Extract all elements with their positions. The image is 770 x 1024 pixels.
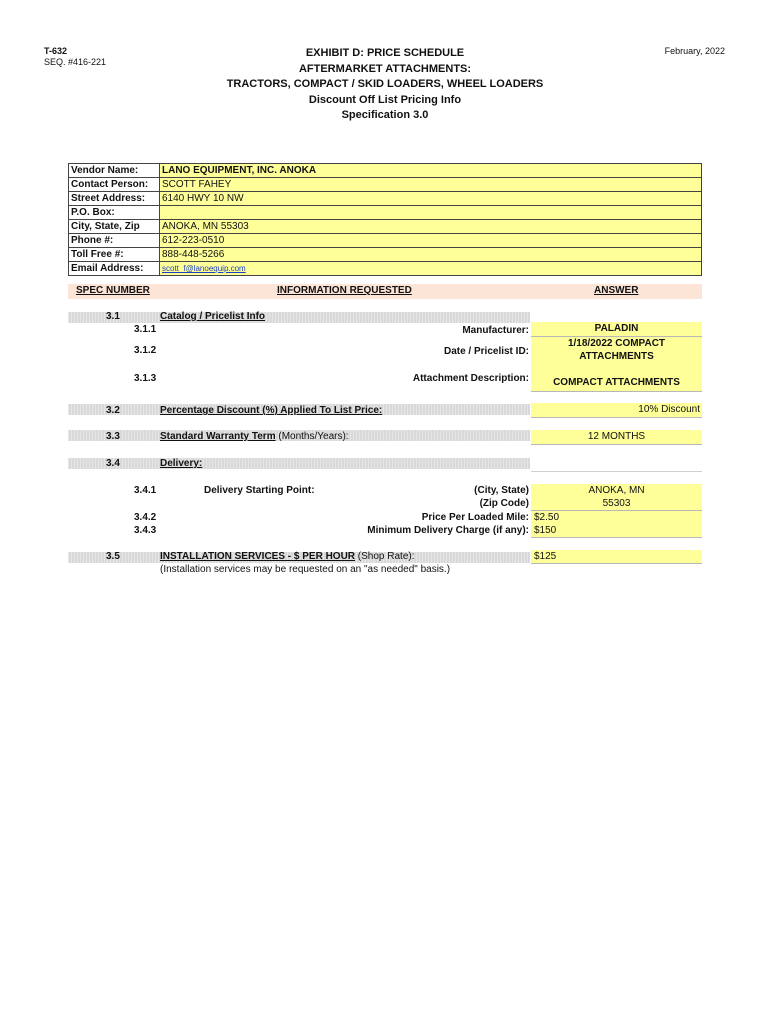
vendor-row xyxy=(69,178,702,192)
minimum-delivery-charge-answer[interactable]: $150 xyxy=(531,524,702,538)
section-title: Standard Warranty Term xyxy=(160,431,276,442)
vendor-row xyxy=(69,192,702,206)
vendor-name-label: Vendor Name: xyxy=(69,164,160,178)
vendor-row xyxy=(69,262,702,276)
section-title-suffix: (Shop Rate): xyxy=(355,551,415,562)
vendor-row xyxy=(69,234,702,248)
section-title: Catalog / Pricelist Info xyxy=(160,311,266,322)
city-state-zip-field[interactable]: ANOKA, MN 55303 xyxy=(160,220,702,234)
street-address-label: Street Address: xyxy=(69,192,160,206)
spec-number: 3.5 xyxy=(106,551,120,562)
title-line-5: Specification 3.0 xyxy=(341,109,429,121)
document-code-block xyxy=(44,46,106,68)
section-title: INSTALLATION SERVICES - $ PER HOUR xyxy=(160,551,356,562)
title-line-3: TRACTORS, COMPACT / SKID LOADERS, WHEEL LOADERS xyxy=(226,78,544,90)
vendor-row xyxy=(69,206,702,220)
street-address-field[interactable]: 6140 HWY 10 NW xyxy=(160,192,702,206)
phone-field[interactable]: 612-223-0510 xyxy=(160,234,702,248)
spec-number: 3.4.2 xyxy=(134,512,157,523)
spec-number: 3.4.3 xyxy=(134,525,157,536)
po-box-field[interactable] xyxy=(160,206,702,220)
title-line-1: EXHIBIT D: PRICE SCHEDULE xyxy=(305,47,465,59)
vendor-info-table xyxy=(68,163,702,276)
percentage-discount-answer[interactable]: 10% Discount xyxy=(531,403,702,418)
email-label: Email Address: xyxy=(69,262,160,276)
pricelist-id-answer-line-1: 1/18/2022 COMPACT xyxy=(567,338,666,349)
section-title: Percentage Discount (%) Applied To List Price: xyxy=(160,405,383,416)
document-date: February, 2022 xyxy=(664,46,725,56)
toll-free-label: Toll Free #: xyxy=(69,248,160,262)
title-line-2: AFTERMARKET ATTACHMENTS: xyxy=(298,62,472,75)
city-state-zip-label: City, State, Zip xyxy=(69,220,160,234)
vendor-row xyxy=(69,220,702,234)
spec-number: 3.1.2 xyxy=(134,345,157,356)
spec-number: 3.2 xyxy=(106,405,120,416)
sequence-number: SEQ. #416-221 xyxy=(44,56,107,67)
document-code: T-632 xyxy=(44,46,68,56)
zip-code-label: (Zip Code) xyxy=(479,498,529,509)
manufacturer-label: Manufacturer: xyxy=(462,325,529,336)
spec-number: 3.3 xyxy=(106,431,120,442)
spec-number: 3.4.1 xyxy=(134,485,157,496)
section-band xyxy=(68,312,530,323)
warranty-term-answer[interactable]: 12 MONTHS xyxy=(531,430,702,445)
delivery-blank-answer[interactable] xyxy=(531,456,702,472)
manufacturer-answer[interactable]: PALADIN xyxy=(531,322,702,337)
toll-free-field[interactable]: 888-448-5266 xyxy=(160,248,702,262)
shop-rate-answer[interactable]: $125 xyxy=(531,550,702,564)
spec-number-header: SPEC NUMBER xyxy=(76,285,150,296)
spec-number: 3.1 xyxy=(106,311,120,322)
minimum-delivery-charge-label: Minimum Delivery Charge (if any): xyxy=(367,525,529,536)
city-state-label: (City, State) xyxy=(474,485,529,496)
pricelist-id-answer-line-2: ATTACHMENTS xyxy=(579,350,654,362)
information-requested-header: INFORMATION REQUESTED xyxy=(277,285,412,296)
spec-number: 3.4 xyxy=(106,458,120,469)
section-title: Delivery: xyxy=(160,458,203,469)
attachment-description-label: Attachment Description: xyxy=(412,373,529,384)
answer-header: ANSWER xyxy=(594,285,639,296)
city-state-answer[interactable]: ANOKA, MN xyxy=(531,484,702,498)
vendor-name-field[interactable]: LANO EQUIPMENT, INC. ANOKA xyxy=(160,164,702,178)
spec-number: 3.1.3 xyxy=(134,373,157,384)
title-line-4: Discount Off List Pricing Info xyxy=(308,93,462,106)
attachment-description-answer[interactable]: COMPACT ATTACHMENTS xyxy=(531,366,702,392)
phone-label: Phone #: xyxy=(69,234,160,248)
section-title-wrap xyxy=(160,431,349,443)
price-per-loaded-mile-answer[interactable]: $2.50 xyxy=(531,511,702,525)
pricelist-id-label: Date / Pricelist ID: xyxy=(443,346,529,357)
section-band xyxy=(68,458,530,469)
zip-code-answer[interactable]: 55303 xyxy=(531,497,702,511)
delivery-starting-point-label: Delivery Starting Point: xyxy=(204,485,315,496)
price-per-loaded-mile-label: Price Per Loaded Mile: xyxy=(421,512,529,523)
spec-number: 3.1.1 xyxy=(134,324,157,335)
po-box-label: P.O. Box: xyxy=(69,206,160,220)
installation-note: (Installation services may be requested on an "as needed" basis.) xyxy=(160,564,451,575)
section-title-wrap xyxy=(160,551,415,563)
section-title-suffix: (Months/Years): xyxy=(275,431,349,442)
contact-person-field[interactable]: SCOTT FAHEY xyxy=(160,178,702,192)
pricelist-id-answer[interactable] xyxy=(531,337,702,367)
vendor-row xyxy=(69,164,702,178)
document-title xyxy=(200,46,570,124)
vendor-row xyxy=(69,248,702,262)
email-link[interactable]: scott_f@lanoequip.com xyxy=(160,262,702,276)
contact-person-label: Contact Person: xyxy=(69,178,160,192)
